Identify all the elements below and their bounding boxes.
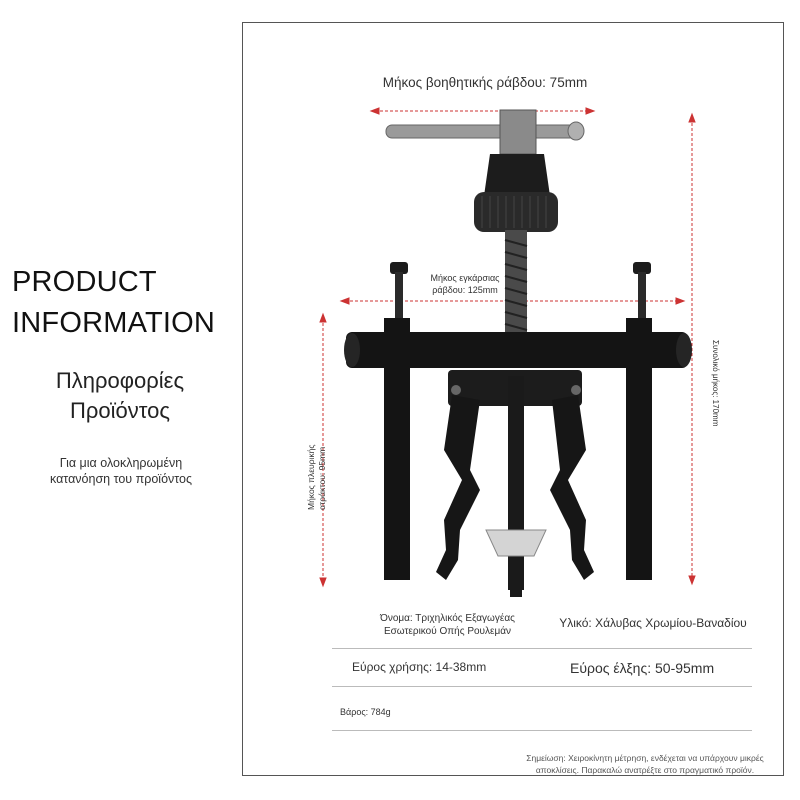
center-jaw (508, 376, 524, 590)
t-handle (386, 110, 584, 154)
left-bolt (395, 272, 403, 322)
jaw-length-label (306, 420, 332, 510)
title-line-2: INFORMATION (12, 307, 216, 339)
spec-divider (332, 648, 752, 649)
spec-pull-range: Εύρος έλξης: 50-95mm (570, 660, 715, 676)
spec-divider (332, 686, 752, 687)
spec-divider (332, 730, 752, 731)
measurement-note (505, 752, 785, 776)
screw-tip (486, 530, 546, 556)
note-line-1: Σημείωση: Χειροκίνητη μέτρηση, ενδέχεται να υπάρχουν μικρές (526, 753, 764, 763)
hex-nut (484, 154, 550, 196)
jaw-length-line-2: ατράκτου: 95mm (317, 446, 327, 510)
description-line-1: Για μια ολοκληρωμένη (59, 456, 183, 470)
spec-usage-range: Εύρος χρήσης: 14-38mm (352, 660, 487, 674)
spec-material: Υλικό: Χάλυβας Χρωμίου-Βαναδίου (559, 616, 747, 630)
left-jaw (436, 395, 480, 580)
cross-length-line-1: Μήκος εγκάρσιας (430, 273, 500, 283)
note-line-2: αποκλίσεις. Παρακαλώ ανατρέξτε στο πραγματικό προϊόν. (535, 765, 755, 775)
right-leg (626, 318, 652, 580)
right-bolt (638, 272, 646, 322)
subtitle-line-1: Πληροφορίες (55, 368, 185, 393)
left-leg (384, 318, 410, 580)
knurled-knob (474, 192, 558, 232)
right-jaw (550, 395, 594, 580)
title-line-1: PRODUCT (12, 266, 157, 298)
total-length-label: Συνολικό μήκος: 170mm (711, 340, 720, 427)
cross-length-line-2: ράβδου: 125mm (432, 285, 498, 295)
rod-length-label: Μήκος βοηθητικής ράβδου: 75mm (382, 75, 588, 90)
description-line-2: κατανόηση του προϊόντος (49, 472, 193, 486)
jaw-length-line-1: Μήκος πλευρικής (306, 444, 316, 510)
spec-weight: Βάρος: 784g (340, 707, 391, 717)
spec-name-line-1: Όνομα: Τριχηλικός Εξαγωγέας (380, 613, 515, 624)
cross-length-label (420, 272, 510, 296)
spec-name-line-2: Εσωτερικού Οπής Ρουλεμάν (383, 626, 512, 637)
spec-name (340, 612, 555, 638)
subtitle-line-2: Προϊόντος (70, 398, 170, 423)
